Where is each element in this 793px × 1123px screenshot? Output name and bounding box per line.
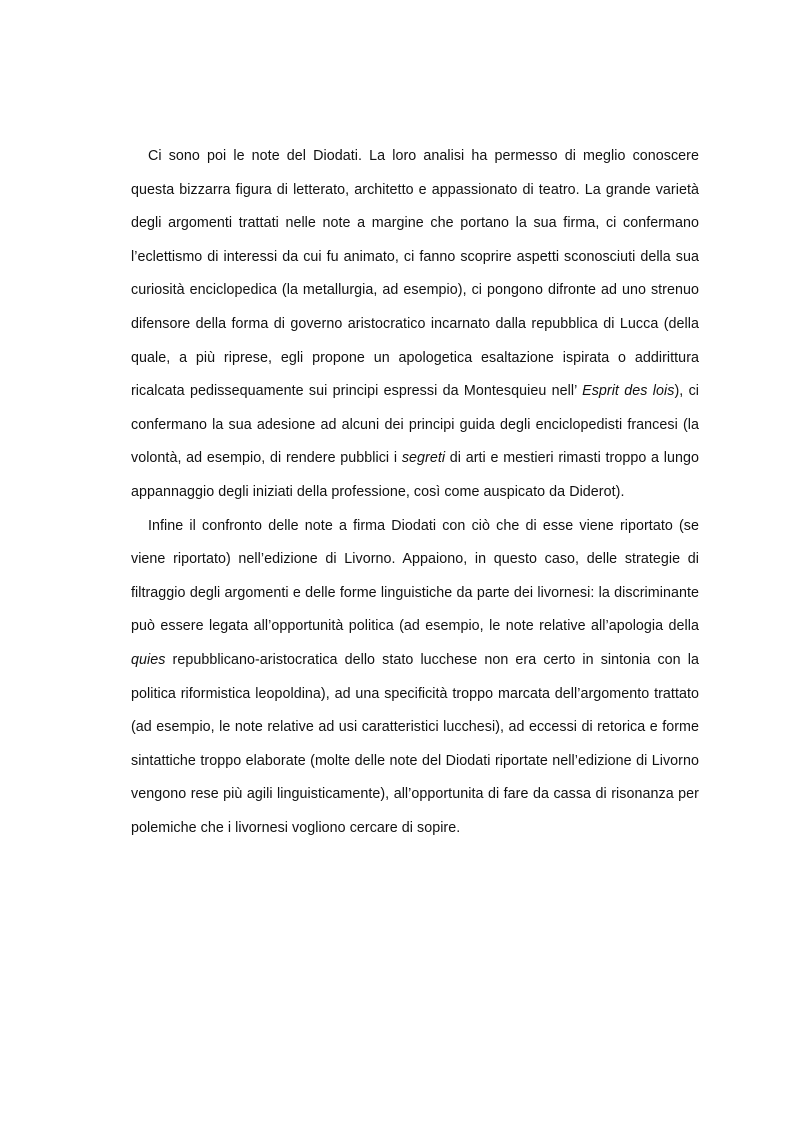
paragraph-1 [131, 140, 699, 510]
paragraph-1-text-1: Ci sono poi le note del Diodati. La loro analisi ha permesso di meglio conoscere questa bizzarra figura di letterato, architetto e appassionato di teatro. La grande varietà degli argomenti trattati nelle note a margine che portano la sua firma, ci confermano l’eclettismo di interessi da cui fu animato, ci fanno scoprire aspetti sconosciuti della sua curiosità enciclopedica (la metallurgia, ad esempio), ci pongono difronte ad uno strenuo difensore della forma di governo aristocratico incarnato dalla repubblica di Lucca (della quale, a più riprese, egli propone un apologetica esaltazione ispirata o addirittura ricalcata pedissequamente sui principi espressi da Montesquieu nell’ [131, 148, 699, 400]
document-page [131, 140, 699, 845]
paragraph-2-text-1: Infine il confronto delle note a firma Diodati con ciò che di esse viene riportato (se viene riportato) nell’edizione di Livorno. Appaiono, in questo caso, delle strategie di filtraggio degli argomenti e delle forme linguistiche da parte dei livornesi: la discriminante può essere legata all’opportunità politica (ad esempio, le note relative all’apologia della [131, 517, 699, 635]
paragraph-2-text-2: repubblicano-aristocratica dello stato lucchese non era certo in sintonia con la politica riformistica leopoldina), ad una specificità troppo marcata dell’argomento trattato (ad esempio, le note relative ad usi caratteristici lucchesi), ad eccessi di retorica e forme sintattiche troppo elaborate (molte delle note del Diodati riportate nell’edizione di Livorno vengono rese più agili linguisticamente), all’opportunita di fare da cassa di risonanza per polemiche che i livornesi vogliono cercare di sopire. [131, 651, 699, 836]
paragraph-1-italic-esprit-des-lois: Esprit des lois [582, 383, 675, 400]
paragraph-1-text-3: di arti e mestieri rimasti troppo a lungo appannaggio degli iniziati della professione, così come auspicato da Diderot). [131, 450, 699, 500]
paragraph-1-italic-segreti: segreti [401, 450, 446, 467]
paragraph-2 [131, 510, 699, 846]
paragraph-1-text-2: ), ci confermano la sua adesione ad alcuni dei principi guida degli enciclopedisti francesi (la volontà, ad esempio, di rendere pubblici i [131, 383, 700, 467]
paragraph-2-italic-quies: quies [131, 651, 166, 668]
